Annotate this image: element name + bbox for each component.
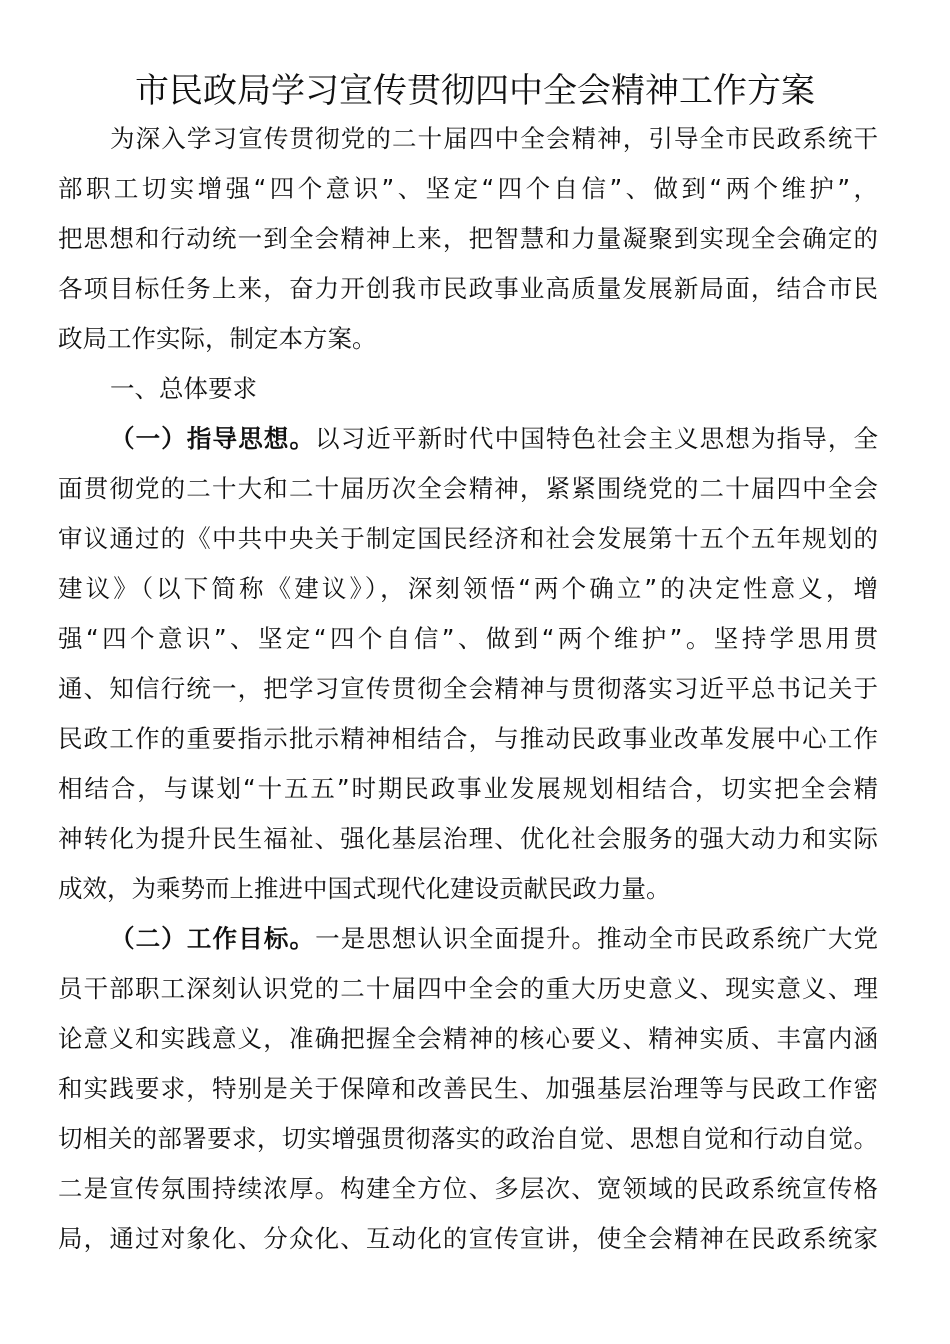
paragraph-line: 审议通过的《中共中央关于制定国民经济和社会发展第十五个五年规划的 [58, 524, 878, 553]
paragraph-line: 和实践要求，特别是关于保障和改善民生、加强基层治理等与民政工作密 [58, 1074, 878, 1103]
intro-paragraph-line: 政局工作实际，制定本方案。 [58, 324, 377, 353]
paragraph-line: 切相关的部署要求，切实增强贯彻落实的政治自觉、思想自觉和行动自觉。 [58, 1124, 878, 1153]
subsection-text: 一是思想认识全面提升。推动全市民政系统广大党 [315, 924, 879, 953]
paragraph-line: 相结合，与谋划“十五五”时期民政事业发展规划相结合，切实把全会精 [58, 774, 878, 803]
paragraph-line: 民政工作的重要指示批示精神相结合，与推动民政事业改革发展中心工作 [58, 724, 878, 753]
document-title: 市民政局学习宣传贯彻四中全会精神工作方案 [135, 71, 815, 111]
paragraph-line: 论意义和实践意义，准确把握全会精神的核心要义、精神实质、丰富内涵 [58, 1024, 878, 1053]
subsection-first-line [58, 414, 878, 464]
intro-paragraph-line: 为深入学习宣传贯彻党的二十届四中全会精神，引导全市民政系统干 [110, 124, 878, 153]
paragraph-line: 局，通过对象化、分众化、互动化的宣传宣讲，使全会精神在民政系统家 [58, 1224, 878, 1253]
subsection-text: 以习近平新时代中国特色社会主义思想为指导，全 [315, 424, 879, 453]
section-heading: 一、总体要求 [110, 374, 257, 403]
subsection-first-line [58, 914, 878, 964]
intro-paragraph-line: 把思想和行动统一到全会精神上来，把智慧和力量凝聚到实现全会确定的 [58, 224, 878, 253]
paragraph-line: 建议》（以下简称《建议》），深刻领悟“两个确立”的决定性意义，增 [58, 574, 878, 603]
paragraph-line: 神转化为提升民生福祉、强化基层治理、优化社会服务的强大动力和实际 [58, 824, 878, 853]
subsection-label: （一）指导思想。 [110, 424, 316, 453]
paragraph-line: 成效，为乘势而上推进中国式现代化建设贡献民政力量。 [58, 874, 671, 903]
paragraph-line: 通、知信行统一，把学习宣传贯彻全会精神与贯彻落实习近平总书记关于 [58, 674, 878, 703]
intro-paragraph-line: 部职工切实增强“四个意识”、坚定“四个自信”、做到“两个维护”， [58, 174, 878, 203]
intro-paragraph-line: 各项目标任务上来，奋力开创我市民政事业高质量发展新局面，结合市民 [58, 274, 878, 303]
paragraph-line: 面贯彻党的二十大和二十届历次全会精神，紧紧围绕党的二十届四中全会 [58, 474, 878, 503]
document-body [58, 114, 878, 1264]
paragraph-line: 员干部职工深刻认识党的二十届四中全会的重大历史意义、现实意义、理 [58, 974, 878, 1003]
subsection-label: （二）工作目标。 [110, 924, 316, 953]
paragraph-line: 二是宣传氛围持续浓厚。构建全方位、多层次、宽领域的民政系统宣传格 [58, 1174, 878, 1203]
paragraph-line: 强“四个意识”、坚定“四个自信”、做到“两个维护”。坚持学思用贯 [58, 624, 878, 653]
